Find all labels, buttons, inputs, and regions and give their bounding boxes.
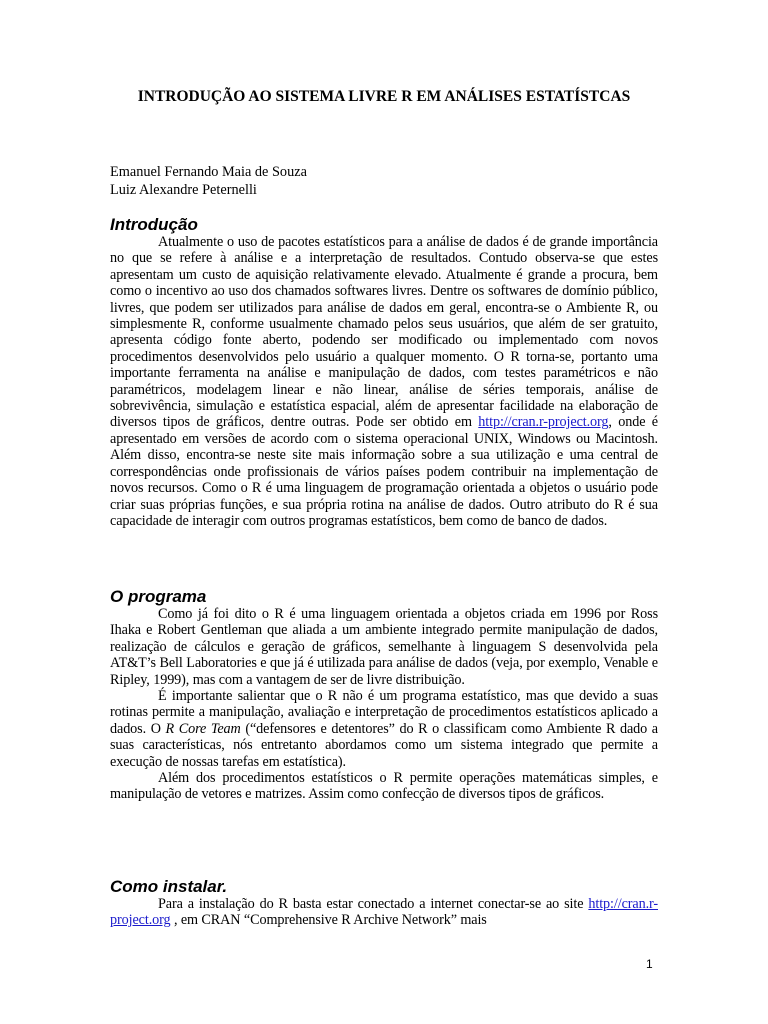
programa-paragraph-2 [110, 688, 658, 770]
cran-link[interactable]: http://cran.r-project.org [478, 414, 609, 431]
programa-paragraph-1: Como já foi dito o R é uma linguagem orientada a objetos criada em 1996 por Ross Ihaka e Robert Gentleman que aliada a um ambiente integrado permite manipulação de dados, realização de cálculos e geração de gráficos, semelhante à linguagem S desenvolvida pela AT&T’s Bell Laboratories e que já é utilizada para análise de dados (veja, por exemplo, Venable e Ripley, 1999), mas com a vantagem de ser de livre distribuição. [110, 606, 658, 688]
page-number: 1 [646, 957, 653, 971]
section-o-programa [110, 587, 658, 803]
intro-text-2: , onde é apresentado em versões de acordo com o sistema operacional UNIX, Windows ou Macintosh. Além disso, encontra-se neste site mais informação sobre a sua utilização e uma central de correspondências onde profissionais de vários países podem contribuir na implementação de novos recursos. Como o R é uma linguagem de programação orientada a objetos o usuário pode criar suas próprias funções, e sua própria rotina na análise de dados. Outro atributo do R é sua capacidade de interagir com outros programas estatísticos, bem como de banco de dados. [110, 414, 659, 529]
intro-text-1: Atualmente o uso de pacotes estatísticos para a análise de dados é de grande importância no que se refere à análise e a interpretação de resultados. Contudo observa-se que estes apresentam um custo de aquisição relativamente elevado. Atualmente é grande a procura, bem como o incentivo ao uso dos chamados softwares livres. Dentre os softwares de domínio público, livres, que podem ser utilizados para análise de dados em geral, encontra-se o Ambiente R, ou simplesmente R, conforme usualmente chamado pelos seus usuários, que além de ser gratuito, apresenta código fonte aberto, podendo ser modificado ou implementado com novos procedimentos desenvolvidos pelo usuário a qualquer momento. O R torna-se, portanto uma importante ferramenta na análise e manipulação de dados, com testes paramétricos e não paramétricos, modelagem linear e não linear, análise de séries temporais, análise de sobrevivência, simulação e estatística espacial, além de apresentar facilidade na elaboração de diversos tipos de gráficos, dentre outras. Pode ser obtido em [110, 234, 658, 431]
section-heading-instalar: Como instalar. [110, 877, 228, 896]
instalar-text-2: , em CRAN “Comprehensive R Archive Network” mais [173, 912, 487, 929]
author-2: Luiz Alexandre Peternelli [110, 182, 257, 198]
programa-paragraph-3: Além dos procedimentos estatísticos o R permite operações matemáticas simples, e manipulação de vetores e matrizes. Assim como confecção de diversos tipos de gráficos. [110, 770, 658, 803]
document-title: INTRODUÇÃO AO SISTEMA LIVRE R EM ANÁLISES ESTATÍSTCAS [137, 88, 631, 105]
section-heading-introducao: Introdução [110, 215, 198, 234]
programa-p2-text-1: É importante salientar que o R não é um programa estatístico, mas que devido a suas rotinas permite a manipulação, avaliação e interpretação de procedimentos estatísticos aplicado a dados. O [110, 688, 658, 737]
author-1: Emanuel Fernando Maia de Souza [110, 164, 307, 180]
r-core-team-term: R Core Team [165, 720, 241, 737]
section-introducao [110, 215, 658, 529]
intro-paragraph [110, 234, 658, 529]
cran-link-install[interactable]: http://cran.r-project.org [110, 896, 658, 929]
instalar-text-1: Para a instalação do R basta estar conectado a internet conectar-se ao site [158, 896, 584, 912]
programa-p2-text-2: (“defensores e detentores” do R o classificam como Ambiente R dado a suas características, nós entretanto abordamos como um sistema integrado que permite a execução de nossas tarefas em estatística). [110, 720, 658, 770]
section-como-instalar [110, 877, 658, 929]
instalar-paragraph [110, 896, 658, 929]
section-heading-programa: O programa [110, 587, 207, 606]
author-list [110, 163, 307, 199]
